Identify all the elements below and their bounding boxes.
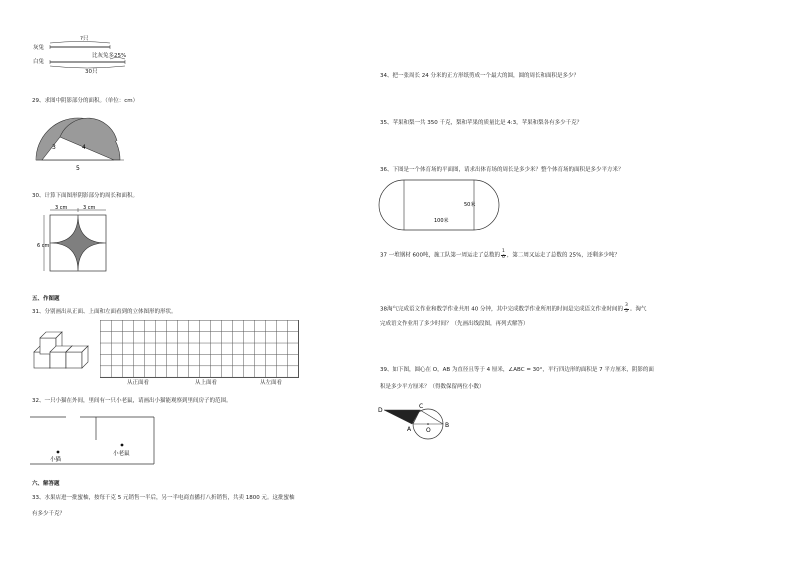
q31-cube-figure	[32, 330, 92, 380]
q31-text: 31、分别画出从正面、上面和左面看到的立体图形的形状。	[32, 309, 177, 315]
q36-label-width: 50米	[464, 202, 476, 208]
q37-frac-den: 6	[502, 254, 505, 260]
q29-label-4: 4	[82, 144, 86, 151]
q39-label-a: A	[407, 426, 412, 433]
bar-diagram-lines	[30, 34, 160, 80]
cat-dot	[57, 451, 60, 454]
q38-frac-num: 3	[625, 303, 628, 308]
q30-dim-side: 6 cm	[37, 243, 50, 249]
q32-room-figure	[30, 412, 160, 467]
q35-text: 35、苹果和梨一共 350 千克，梨和苹果的质量比是 4:3，苹果和梨各有多少千克？	[380, 120, 583, 126]
q31-view-top-label: 从上面看	[195, 380, 218, 386]
q39-line1: 39、如下图，圆心在 O，AB 为直径且等于 4 厘米，∠ABC = 30°，平行四边形的面积是 7 平方厘米，阴影的面	[380, 367, 654, 373]
q30-dim-top-right: 3 cm	[83, 205, 96, 211]
bar-top-value: ?只	[80, 36, 89, 42]
section5-title: 五、作图题	[32, 296, 60, 302]
q39-label-d: D	[378, 407, 383, 414]
q38-fraction	[624, 304, 629, 314]
q38-line2: 完成语文作业用了多少时间？（先画出线段图，再列式解答）	[380, 321, 529, 327]
section6-title: 六、解答题	[32, 481, 60, 487]
q36-label-length: 100米	[434, 218, 449, 224]
q33-line2: 有多少千克？	[32, 511, 66, 517]
bar-diagram	[30, 34, 160, 80]
q34-text: 34、把一张周长 24 分米的正方形纸剪成一个最大的圆，圆的周长和面积是多少？	[380, 73, 579, 79]
bar-compare-text: 比灰兔多25%	[92, 53, 127, 59]
q31-view-left-label: 从左面看	[260, 380, 283, 386]
q38-line1-b: 。淘气	[629, 306, 647, 313]
q36-text: 36、下图是一个体育场的平面图，请求出体育场的周长是多少米？整个体育场的面积是多少平方米？	[380, 167, 624, 173]
bar-label-gray-rabbit: 灰兔	[33, 45, 45, 51]
q36-stadium-figure	[378, 178, 498, 234]
q29-figure	[32, 113, 142, 173]
q32-cat-label: 小猫	[50, 457, 62, 463]
bar-label-white-rabbit: 白兔	[33, 59, 45, 65]
q39-label-o: O	[426, 427, 431, 434]
q29-label-3: 3	[52, 144, 56, 151]
q38-frac-den: 5	[625, 308, 628, 314]
q39-circle-figure	[376, 400, 466, 450]
bar-bottom-value: 30只	[85, 69, 98, 75]
q39-line2: 积是多少平方厘米？（得数保留两位小数）	[380, 384, 485, 390]
q37-fraction	[501, 250, 506, 260]
mouse-dot	[121, 444, 124, 447]
q29-text: 29、求图中阴影部分的面积。（单位：cm）	[32, 98, 139, 104]
q31-view-front-label: 从正面看	[127, 380, 150, 386]
q30-figure	[32, 205, 112, 275]
q32-mouse-label: 小老鼠	[113, 451, 130, 457]
q29-label-5: 5	[76, 165, 80, 172]
q37-text	[380, 250, 620, 260]
q38-line1	[380, 304, 646, 314]
q39-label-c: C	[419, 403, 424, 410]
q39-label-b: B	[445, 422, 450, 429]
q31-drawing-grid[interactable]	[100, 320, 299, 378]
q38-line1-a: 38淘气完成语文作业和数学作业共用 40 分钟，其中完成数学作业所用的时间是完成语文作业时间的	[380, 306, 623, 313]
q37-frac-num: 1	[502, 249, 505, 254]
q30-dim-top-left: 3 cm	[55, 205, 68, 211]
q30-text: 30、计算下面图形阴影部分的周长和面积。	[32, 193, 138, 199]
q37-part2: ，第二周又运走了总数的 25%，还剩多少吨？	[506, 252, 620, 259]
q37-part1: 37 一堆钢材 600吨，施工队第一周运走了总数的	[380, 252, 500, 259]
q32-text: 32、一只小猫在外间，里间有一只小老鼠，请画出小猫能观察到里间房子的范围。	[32, 398, 232, 404]
q33-line1: 33、水果店进一批蜜柚，按每千克 5 元销售一半后，另一半电商直播打八折销售，共卖 1800 元。这批蜜柚	[32, 495, 295, 501]
